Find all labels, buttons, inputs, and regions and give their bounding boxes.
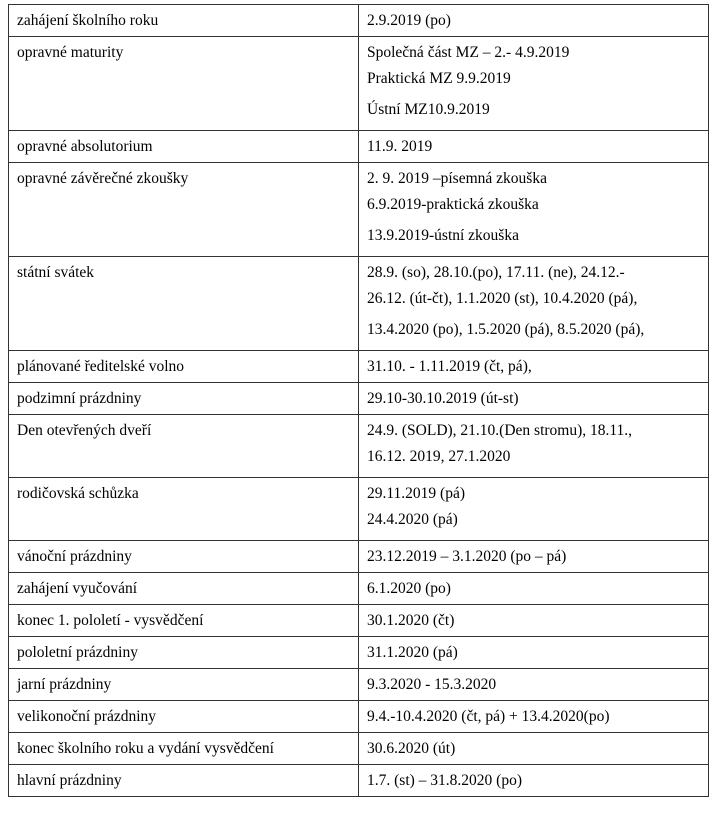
table-row [9,605,709,637]
event-label-cell [9,669,359,701]
event-date-line: Praktická MZ 9.9.2019 [367,70,511,87]
event-date-line: 9.4.-10.4.2020 (čt, pá) + 13.4.2020(po) [367,708,610,725]
event-label-cell [9,541,359,573]
event-date-line: 29.10-30.10.2019 (út-st) [367,390,519,407]
event-date-line: 9.3.2020 - 15.3.2020 [367,676,497,693]
table-row [9,37,709,131]
event-date-cell [359,478,709,541]
table-row [9,351,709,383]
event-date-line: 6.1.2020 (po) [367,580,451,597]
table-body [9,5,709,797]
event-date-line: 24.4.2020 (pá) [367,511,458,528]
event-label: rodičovská schůzka [17,485,139,502]
event-date-line: 30.6.2020 (út) [367,740,456,757]
event-label-cell [9,131,359,163]
table-row [9,163,709,257]
table-row [9,733,709,765]
event-date-line: 30.1.2020 (čt) [367,612,455,629]
event-date-line: 13.4.2020 (po), 1.5.2020 (pá), 8.5.2020 (pá), [367,321,645,338]
event-date-cell [359,37,709,131]
event-label: pololetní prázdniny [17,644,138,661]
table-row [9,478,709,541]
event-label: zahájení vyučování [17,580,138,597]
event-label: opravné maturity [17,44,124,61]
event-date-cell [359,383,709,415]
event-label-cell [9,765,359,797]
event-date-cell [359,131,709,163]
event-label: hlavní prázdniny [17,772,122,789]
event-label: velikonoční prázdniny [17,708,157,725]
event-label-cell [9,733,359,765]
event-label-cell [9,5,359,37]
event-date-cell [359,415,709,478]
event-date-line: 31.1.2020 (pá) [367,644,458,661]
event-label: vánoční prázdniny [17,548,132,565]
event-date-line: 26.12. (út-čt), 1.1.2020 (st), 10.4.2020 (pá), [367,290,638,307]
event-label: zahájení školního roku [17,12,159,29]
event-date-cell [359,573,709,605]
table-row [9,541,709,573]
event-date-line: 2. 9. 2019 –písemná zkouška [367,170,547,187]
school-year-calendar-table [8,4,709,797]
event-date-line: 29.11.2019 (pá) [367,485,466,502]
table-row [9,383,709,415]
event-date-line: 31.10. - 1.11.2019 (čt, pá), [367,358,532,375]
event-label: konec školního roku a vydání vysvědčení [17,740,274,757]
event-date-cell [359,765,709,797]
event-date-cell [359,541,709,573]
event-label-cell [9,383,359,415]
event-date-cell [359,733,709,765]
event-date-line: 24.9. (SOLD), 21.10.(Den stromu), 18.11., [367,422,633,439]
event-label-cell [9,573,359,605]
table-row [9,637,709,669]
event-label-cell [9,478,359,541]
event-label: Den otevřených dveří [17,422,152,439]
event-date-line: 2.9.2019 (po) [367,12,451,29]
event-date-cell [359,637,709,669]
event-date-line: Ústní MZ10.9.2019 [367,101,490,118]
event-label: plánované ředitelské volno [17,358,185,375]
table-row [9,669,709,701]
event-date-line: 11.9. 2019 [367,138,433,155]
table-row [9,5,709,37]
event-label-cell [9,637,359,669]
event-label-cell [9,415,359,478]
event-date-cell [359,605,709,637]
event-date-cell [359,257,709,351]
event-date-line: 1.7. (st) – 31.8.2020 (po) [367,772,522,789]
event-date-cell [359,701,709,733]
event-date-cell [359,669,709,701]
event-date-line: 23.12.2019 – 3.1.2020 (po – pá) [367,548,567,565]
event-label-cell [9,163,359,257]
table-row [9,573,709,605]
event-label: opravné závěrečné zkoušky [17,170,189,187]
event-date-cell [359,351,709,383]
table-row [9,131,709,163]
event-label-cell [9,351,359,383]
table-row [9,257,709,351]
event-label: státní svátek [17,264,95,281]
event-date-cell [359,163,709,257]
table-row [9,701,709,733]
event-label-cell [9,257,359,351]
event-date-line: 16.12. 2019, 27.1.2020 [367,448,511,465]
event-date-line: Společná část MZ – 2.- 4.9.2019 [367,44,570,61]
event-label: opravné absolutorium [17,138,153,155]
event-date-line: 6.9.2019-praktická zkouška [367,196,539,213]
event-label: jarní prázdniny [17,676,112,693]
event-label: podzimní prázdniny [17,390,142,407]
event-label-cell [9,701,359,733]
table-row [9,765,709,797]
event-date-cell [359,5,709,37]
event-date-line: 13.9.2019-ústní zkouška [367,227,519,244]
event-date-line: 28.9. (so), 28.10.(po), 17.11. (ne), 24.12.- [367,264,625,281]
event-label-cell [9,37,359,131]
event-label: konec 1. pololetí - vysvědčení [17,612,204,629]
table-row [9,415,709,478]
event-label-cell [9,605,359,637]
